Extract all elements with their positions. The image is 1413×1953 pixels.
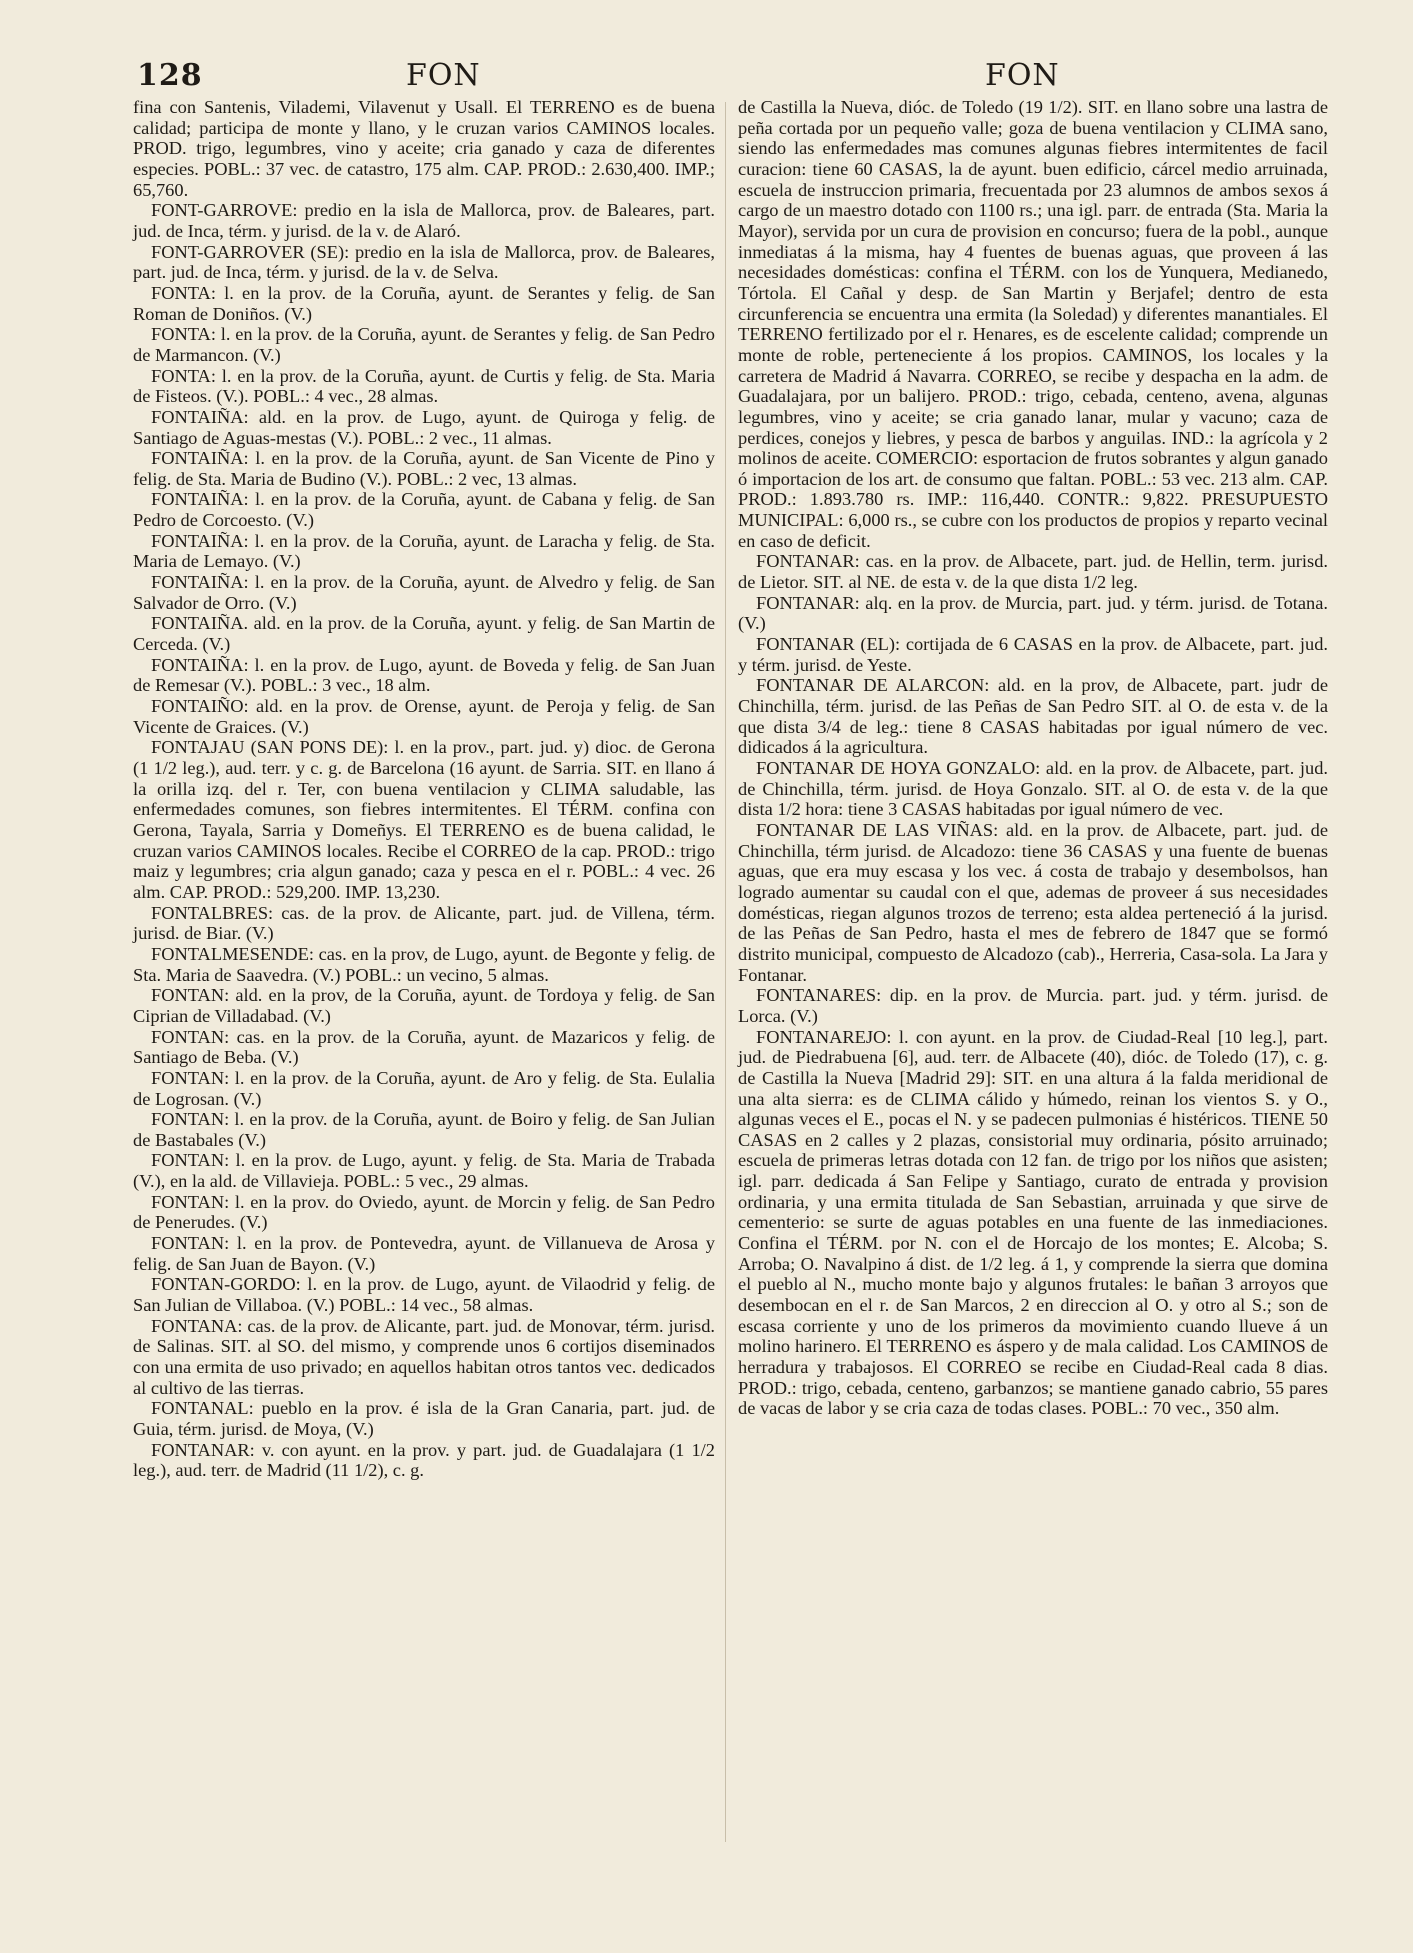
dictionary-entry: FONTAN: ald. en la prov, de la Coruña, ayunt. de Tordoya y felig. de San Ciprian de Villadabad. (V.) — [133, 985, 715, 1026]
dictionary-entry: FONTANAR DE HOYA GONZALO: ald. en la prov. de Albacete, part. jud. de Chinchilla, térm. jurisd. de Hoya Gonzalo. SIT. al O. de esta v. de la que dista 1/2 hora: tiene 3 CASAS habitadas por igual número de vec. — [738, 758, 1328, 820]
dictionary-entry: FONTAIÑA: l. en la prov. de la Coruña, ayunt. de Alvedro y felig. de San Salvador de Orro. (V.) — [133, 572, 715, 613]
dictionary-entry: FONTAN: l. en la prov. de la Coruña, ayunt. de Boiro y felig. de San Julian de Bastabales (V.) — [133, 1109, 715, 1150]
dictionary-entry: FONTANAR DE LAS VIÑAS: ald. en la prov. de Albacete, part. jud. de Chinchilla, térm jurisd. de Alcadozo: tiene 36 CASAS y una fuente de buenas aguas, que era muy escasa y los vec. á costa de trabajo y desembolsos, han logrado aumentar su caudal con el que, ademas de proveer á sus necesidades domésticas, riegan algunos trozos de terreno; esta aldea perteneció á la jurisd. de las Peñas de San Pedro, hasta el mes de febrero de 1847 que se formó distrito municipal, compuesto de Alcadozo (cab)., Herreria, Casa-sola. La Jara y Fontanar. — [738, 819, 1328, 985]
right-column — [738, 97, 1328, 1419]
dictionary-entry: FONTA: l. en la prov. de la Coruña, ayunt. de Curtis y felig. de Sta. Maria de Fisteos. (V.). POBL.: 4 vec., 28 almas. — [133, 365, 715, 407]
dictionary-entry: FONTANAR: v. con ayunt. en la prov. y part. jud. de Guadalajara (1 1/2 leg.), aud. terr. de Madrid (11 1/2), c. g. — [133, 1439, 715, 1481]
dictionary-entry: FONTALBRES: cas. de la prov. de Alicante, part. jud. de Villena, térm. jurisd. de Biar. (V.) — [133, 902, 715, 944]
dictionary-entry: FONTANAR: alq. en la prov. de Murcia, part. jud. y térm. jurisd. de Totana. (V.) — [738, 592, 1328, 634]
dictionary-entry: FONTAIÑA: l. en la prov. de la Coruña, ayunt. de San Vicente de Pino y felig. de Sta. Maria de Budino (V.). POBL.: 2 vec, 13 almas. — [133, 448, 715, 489]
dictionary-entry: FONT-GARROVE: predio en la isla de Mallorca, prov. de Baleares, part. jud. de Inca, térm. y jurisd. de la v. de Alaró. — [133, 200, 715, 241]
dictionary-entry: FONTALMESENDE: cas. en la prov, de Lugo, ayunt. de Begonte y felig. de Sta. Maria de Saavedra. (V.) POBL.: un vecino, 5 almas. — [133, 943, 715, 985]
column-divider — [725, 102, 726, 1842]
dictionary-entry: FONTAN: l. en la prov. do Oviedo, ayunt. de Morcin y felig. de San Pedro de Penerudes. (V.) — [133, 1191, 715, 1233]
dictionary-entry: FONTANAR (EL): cortijada de 6 CASAS en la prov. de Albacete, part. jud. y térm. jurisd. de Yeste. — [738, 634, 1328, 675]
dictionary-entry: FONTANA: cas. de la prov. de Alicante, part. jud. de Monovar, térm. jurisd. de Salinas. SIT. al SO. del mismo, y comprende unos 6 cortijos diseminados con una ermita de uso privado; en aquellos habitan otros tantos vec. dedicados al cultivo de las tierras. — [133, 1315, 715, 1398]
left-column — [133, 97, 715, 1481]
dictionary-entry: FONTAN: l. en la prov. de Lugo, ayunt. y felig. de Sta. Maria de Trabada (V.), en la ald. de Villavieja. POBL.: 5 vec., 29 almas. — [133, 1150, 715, 1192]
dictionary-entry: de Castilla la Nueva, dióc. de Toledo (19 1/2). SIT. en llano sobre una lastra de peña cortada por un pequeño valle; goza de buena ventilacion y CLIMA sano, siendo las enfermedades mas comunes algunas fiebres intermitentes de facil curacion: tiene 60 CASAS, la de ayunt. buen edificio, cárcel medio arruinada, escuela de instruccion primaria, frecuentada por 23 alumnos de ambos sexos á cargo de un maestro dotado con 1100 rs.; una igl. parr. de entrada (Sta. Maria la Mayor), servida por un cura de provision en concurso; fuera de la pobl., aunque inmediatas á la misma, hay 4 fuentes de buenas aguas, que proveen á las necesidades domésticas: confina el TÉRM. con los de Yunquera, Medianedo, Tórtola. El Cañal y desp. de San Martin y Berjafel; dentro de esta circunferencia se encuentra una ermita (la Soledad) y diferentes manantiales. El TERRENO fertilizado por el r. Henares, es de escelente calidad; comprende un monte de roble, perteneciente á los propios. CAMINOS, los locales y la carretera de Madrid á Navarra. CORREO, se recibe y despacha en la adm. de Guadalajara, por un balijero. PROD.: trigo, cebada, centeno, avena, algunas legumbres, vino y aceite; se cria ganado lanar, mular y vacuno; caza de perdices, conejos y liebres, y pesca de barbos y anguilas. IND.: la agrícola y 2 molinos de aceite. COMERCIO: esportacion de frutos sobrantes y algun ganado ó importacion de los art. de consumo que faltan. POBL.: 53 vec. 213 alm. CAP. PROD.: 1.893.780 rs. IMP.: 116,440. CONTR.: 9,822. PRESUPUESTO MUNICIPAL: 6,000 rs., se cubre con los productos de propios y reparto vecinal en caso de deficit. — [738, 97, 1328, 551]
dictionary-entry: FONTA: l. en la prov. de la Coruña, ayunt. de Serantes y felig. de San Roman de Doniños. (V.) — [133, 282, 715, 324]
dictionary-entry: fina con Santenis, Vilademi, Vilavenut y Usall. El TERRENO es de buena calidad; participa de monte y llano, y le cruzan varios CAMINOS locales. PROD. trigo, legumbres, vino y aceite; cria ganado y caza de diferentes especies. POBL.: 37 vec. de catastro, 175 alm. CAP. PROD.: 2.630,400. IMP.; 65,760. — [133, 97, 715, 200]
dictionary-entry: FONTAIÑA: ald. en la prov. de Lugo, ayunt. de Quiroga y felig. de Santiago de Aguas-mestas (V.). POBL.: 2 vec., 11 almas. — [133, 406, 715, 448]
dictionary-entry: FONTAIÑA. ald. en la prov. de la Coruña, ayunt. y felig. de San Martin de Cerceda. (V.) — [133, 613, 715, 655]
dictionary-entry: FONT-GARROVER (SE): predio en la isla de Mallorca, prov. de Baleares, part. jud. de Inca, térm. y jurisd. de la v. de Selva. — [133, 241, 715, 283]
dictionary-entry: FONTAIÑA: l. en la prov. de Lugo, ayunt. de Boveda y felig. de San Juan de Remesar (V.). POBL.: 3 vec., 18 alm. — [133, 654, 715, 696]
dictionary-entry: FONTANAL: pueblo en la prov. é isla de la Gran Canaria, part. jud. de Guia, térm. jurisd. de Moya, (V.) — [133, 1398, 715, 1439]
dictionary-entry: FONTAN-GORDO: l. en la prov. de Lugo, ayunt. de Vilaodrid y felig. de San Julian de Villaboa. (V.) POBL.: 14 vec., 58 almas. — [133, 1274, 715, 1316]
dictionary-entry: FONTANARES: dip. en la prov. de Murcia. part. jud. y térm. jurisd. de Lorca. (V.) — [738, 985, 1328, 1026]
dictionary-entry: FONTANAREJO: l. con ayunt. en la prov. de Ciudad-Real [10 leg.], part. jud. de Piedrabuena [6], aud. terr. de Albacete (40), dióc. de Toledo (17), c. g. de Castilla la Nueva [Madrid 29]: SIT. en una altura á la falda meridional de una alta sierra: es de CLIMA cálido y húmedo, reinan los vientos S. y O., algunas veces el E., pocas el N. y se padecen pulmonias é histéricos. TIENE 50 CASAS en 2 calles y 2 plazas, consistorial muy ordinaria, pósito arruinado; escuela de primeras letras dotada con 12 fan. de trigo por los niños que asisten; igl. parr. dedicada á San Felipe y Santiago, curato de entrada y provision ordinaria, y una ermita titulada de San Sebastian, arruinada y que sirve de cementerio: se surte de aguas potables en una fuente de las inmediaciones. Confina el TÉRM. por N. con el de Horcajo de los montes; E. Alcoba; S. Arroba; O. Navalpino á dist. de 1/2 leg. á 1, y comprende la sierra que domina el pueblo al N., mucho monte bajo y algunos frutales: le bañan 3 arroyos que desembocan en el r. de San Marcos, 2 en direccion al O. y otro al S.; son de escasa corriente y uno de los primeros da movimiento cuando llueve á un molino harinero. El TERRENO es áspero y de mala calidad. Los CAMINOS de herradura y trabajosos. El CORREO se recibe en Ciudad-Real cada 8 dias. PROD.: trigo, cebada, centeno, garbanzos; se mantiene ganado cabrio, 55 pares de vacas de labor y se cria caza de todas clases. POBL.: 70 vec., 350 alm. — [738, 1026, 1328, 1419]
page-number: 128 — [137, 58, 203, 93]
dictionary-entry: FONTAN: cas. en la prov. de la Coruña, ayunt. de Mazaricos y felig. de Santiago de Beba. (V.) — [133, 1026, 715, 1068]
running-head-left: FON — [406, 58, 481, 93]
dictionary-entry: FONTAN: l. en la prov. de la Coruña, ayunt. de Aro y felig. de Sta. Eulalia de Logrosan. (V.) — [133, 1067, 715, 1109]
dictionary-entry: FONTANAR: cas. en la prov. de Albacete, part. jud. de Hellin, term. jurisd. de Lietor. SIT. al NE. de esta v. de la que dista 1/2 leg. — [738, 551, 1328, 593]
dictionary-entry: FONTAJAU (SAN PONS DE): l. en la prov., part. jud. y) dioc. de Gerona (1 1/2 leg.), aud. terr. y c. g. de Barcelona (16 ayunt. de Sarria. SIT. en llano á la orilla izq. del r. Ter, con buena ventilacion y CLIMA saludable, las enfermedades comunes, son fiebres intermitentes. El TÉRM. confina con Gerona, Tayala, Sarria y Domeñys. El TERRENO es de buena calidad, le cruzan varios CAMINOS locales. Recibe el CORREO de la cap. PROD.: trigo maiz y legumbres; cria algun ganado; caza y pesca en el r. POBL.: 4 vec. 26 alm. CAP. PROD.: 529,200. IMP. 13,230. — [133, 737, 715, 902]
dictionary-entry: FONTAIÑA: l. en la prov. de la Coruña, ayunt. de Cabana y felig. de San Pedro de Corcoesto. (V.) — [133, 489, 715, 531]
dictionary-entry: FONTANAR DE ALARCON: ald. en la prov, de Albacete, part. judr de Chinchilla, térm. jurisd. de las Peñas de San Pedro SIT. al O. de esta v. de la que dista 3/4 de leg.: tiene 8 CASAS habitadas por igual número de vec. didicados á la agricultura. — [738, 675, 1328, 758]
running-head-right: FON — [985, 58, 1060, 93]
dictionary-entry: FONTAIÑA: l. en la prov. de la Coruña, ayunt. de Laracha y felig. de Sta. Maria de Lemayo. (V.) — [133, 530, 715, 572]
dictionary-entry: FONTA: l. en la prov. de la Coruña, ayunt. de Serantes y felig. de San Pedro de Marmancon. (V.) — [133, 324, 715, 365]
dictionary-entry: FONTAIÑO: ald. en la prov. de Orense, ayunt. de Peroja y felig. de San Vicente de Graices. (V.) — [133, 696, 715, 737]
dictionary-entry: FONTAN: l. en la prov. de Pontevedra, ayunt. de Villanueva de Arosa y felig. de San Juan de Bayon. (V.) — [133, 1233, 715, 1274]
